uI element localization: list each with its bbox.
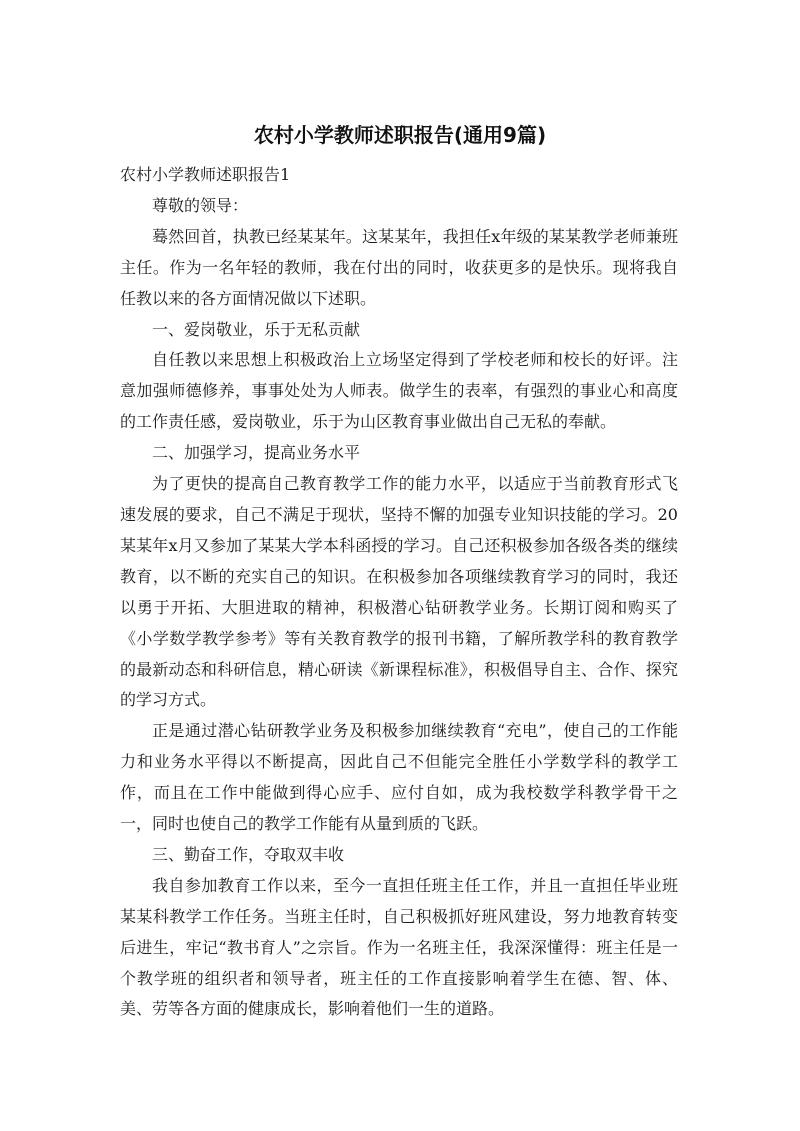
subheading-study: 二、加强学习，提高业务水平 (152, 443, 361, 463)
subheading-hard-work: 三、勤奋工作，夺取双丰收 (152, 844, 345, 864)
salutation: 尊敬的领导： (152, 195, 249, 215)
study-result-paragraph: 正是通过潜心钻研教学业务及积极参加继续教育“充电”，使自己的工作能力和业务水平得以不断提高，因此自己不但能完全胜任小学数学科的教学工作，而且在工作中能做到得心应手、应付自如，成为我校数学科教学骨干之一，同时也使自己的教学工作能有从量到质的飞跃。 (120, 721, 678, 834)
hard-work-paragraph: 我自参加教育工作以来，至今一直担任班主任工作，并且一直担任毕业班某某科教学工作任务。当班主任时，自己积极抓好班风建设，努力地教育转变后进生，牢记“教书育人”之宗旨。作为一名班主任，我深深懂得：班主任是一个教学班的组织者和领导者，班主任的工作直接影响着学生在德、智、体、美、劳等各方面的健康成长，影响着他们一生的道路。 (120, 875, 678, 1019)
document-title: 农村小学教师述职报告(通用9篇) (253, 123, 547, 147)
dedication-paragraph: 自任教以来思想上积极政治上立场坚定得到了学校老师和校长的好评。注意加强师德修养，事事处处为人师表。做学生的表率，有强烈的事业心和高度的工作责任感，爱岗敬业，乐于为山区教育事业做出自己无私的奉献。 (120, 350, 678, 432)
study-paragraph: 为了更快的提高自己教育教学工作的能力水平，以适应于当前教育形式飞速发展的要求，自己不满足于现状，坚持不懈的加强专业知识技能的学习。20某某年x月又参加了某某大学本科函授的学习。自己还积极参加各级各类的继续教育，以不断的充实自己的知识。在积极参加各项继续教育学习的同时，我还以勇于开拓、大胆进取的精神，积极潜心钻研教学业务。长期订阅和购买了《小学数学教学参考》等有关教育教学的报刊书籍，了解所教学科的教育教学的最新动态和科研信息，精心研读《新课程标准》，积极倡导自主、合作、探究的学习方式。 (120, 474, 678, 710)
section-heading-report-1: 农村小学教师述职报告1 (120, 165, 291, 184)
intro-paragraph: 蓦然回首，执教已经某某年。这某某年，我担任x年级的某某教学老师兼班主任。作为一名年轻的教师，我在付出的同时，收获更多的是快乐。现将我自任教以来的各方面情况做以下述职。 (120, 226, 678, 308)
subheading-dedication: 一、爱岗敬业，乐于无私贡献 (152, 319, 361, 339)
document-body (120, 160, 678, 1025)
